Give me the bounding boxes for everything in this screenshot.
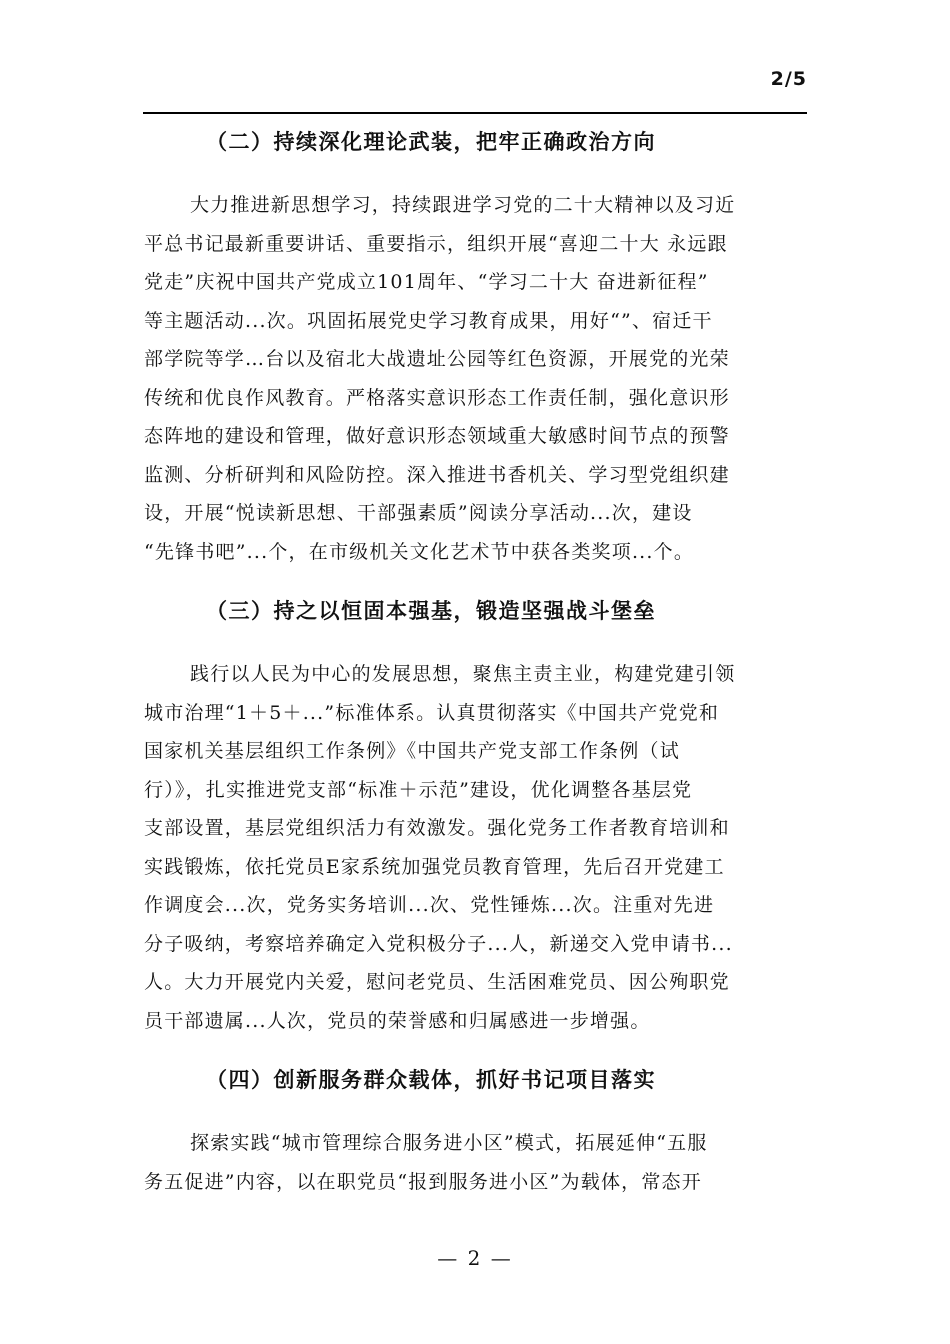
paragraph-line: 行）》，扎实推进党支部“标准＋示范”建设，优化调整各基层党 <box>144 778 693 801</box>
paragraph-line: 等主题活动...次。巩固拓展党史学习教育成果，用好“”、宿迁干 <box>144 309 713 332</box>
paragraph-line: 大力推进新思想学习，持续跟进学习党的二十大精神以及习近 <box>190 194 736 216</box>
paragraph-line: 支部设置，基层党组织活力有效激发。强化党务工作者教育培训和 <box>144 817 730 839</box>
paragraph-line: 员干部遗属...人次，党员的荣誉感和归属感进一步增强。 <box>144 1009 651 1032</box>
paragraph-line: 传统和优良作风教育。严格落实意识形态工作责任制，强化意识形 <box>144 386 730 409</box>
paragraph-line: 践行以人民为中心的发展思想，聚焦主责主业，构建党建引领 <box>190 663 736 685</box>
paragraph-line: 党走”庆祝中国共产党成立101周年、“学习二十大 奋进新征程” <box>144 271 709 293</box>
paragraph-line: 作调度会...次，党务实务培训...次、党性锤炼...次。注重对先进 <box>144 894 715 916</box>
section-heading-4: （四）创新服务群众载体，抓好书记项目落实 <box>206 1068 656 1092</box>
paragraph-line: 部学院等学…台以及宿北大战遗址公园等红色资源，开展党的光荣 <box>144 348 730 370</box>
paragraph-line: 设，开展“悦读新思想、干部强素质”阅读分享活动...次，建设 <box>144 502 693 524</box>
paragraph-line: 态阵地的建设和管理，做好意识形态领域重大敏感时间节点的预警 <box>144 425 730 447</box>
section-heading-2: （二）持续深化理论武装，把牢正确政治方向 <box>206 130 656 154</box>
paragraph-line: 城市治理“1＋5＋...”标准体系。认真贯彻落实《中国共产党党和 <box>144 701 720 724</box>
section-heading-3: （三）持之以恒固本强基，锻造坚强战斗堡垒 <box>206 599 656 623</box>
paragraph-line: 探索实践“城市管理综合服务进小区”模式，拓展延伸“五服 <box>190 1132 708 1154</box>
paragraph-line: “先锋书吧”...个，在市级机关文化艺术节中获各类奖项...个。 <box>144 540 695 563</box>
paragraph-line: 分子吸纳，考察培养确定入党积极分子...人，新递交入党申请书... <box>144 932 733 955</box>
header-rule <box>143 112 807 114</box>
paragraph-line: 人。大力开展党内关爱，慰问老党员、生活困难党员、因公殉职党 <box>144 971 730 993</box>
section-paragraph-3 <box>144 655 808 1040</box>
page-counter: 2/5 <box>770 68 807 90</box>
paragraph-line: 监测、分析研判和风险防控。深入推进书香机关、学习型党组织建 <box>144 463 730 486</box>
document-body <box>144 122 808 1201</box>
section-paragraph-2 <box>144 186 808 571</box>
paragraph-line: 务五促进”内容，以在职党员“报到服务进小区”为载体，常态开 <box>144 1170 702 1193</box>
paragraph-line: 平总书记最新重要讲话、重要指示，组织开展“喜迎二十大 永远跟 <box>144 232 728 255</box>
paragraph-line: 实践锻炼，依托党员E家系统加强党员教育管理，先后召开党建工 <box>144 855 725 878</box>
paragraph-line: 国家机关基层组织工作条例》《中国共产党支部工作条例（试 <box>144 740 680 762</box>
section-paragraph-4 <box>144 1124 808 1201</box>
page-number: — 2 — <box>437 1246 513 1270</box>
